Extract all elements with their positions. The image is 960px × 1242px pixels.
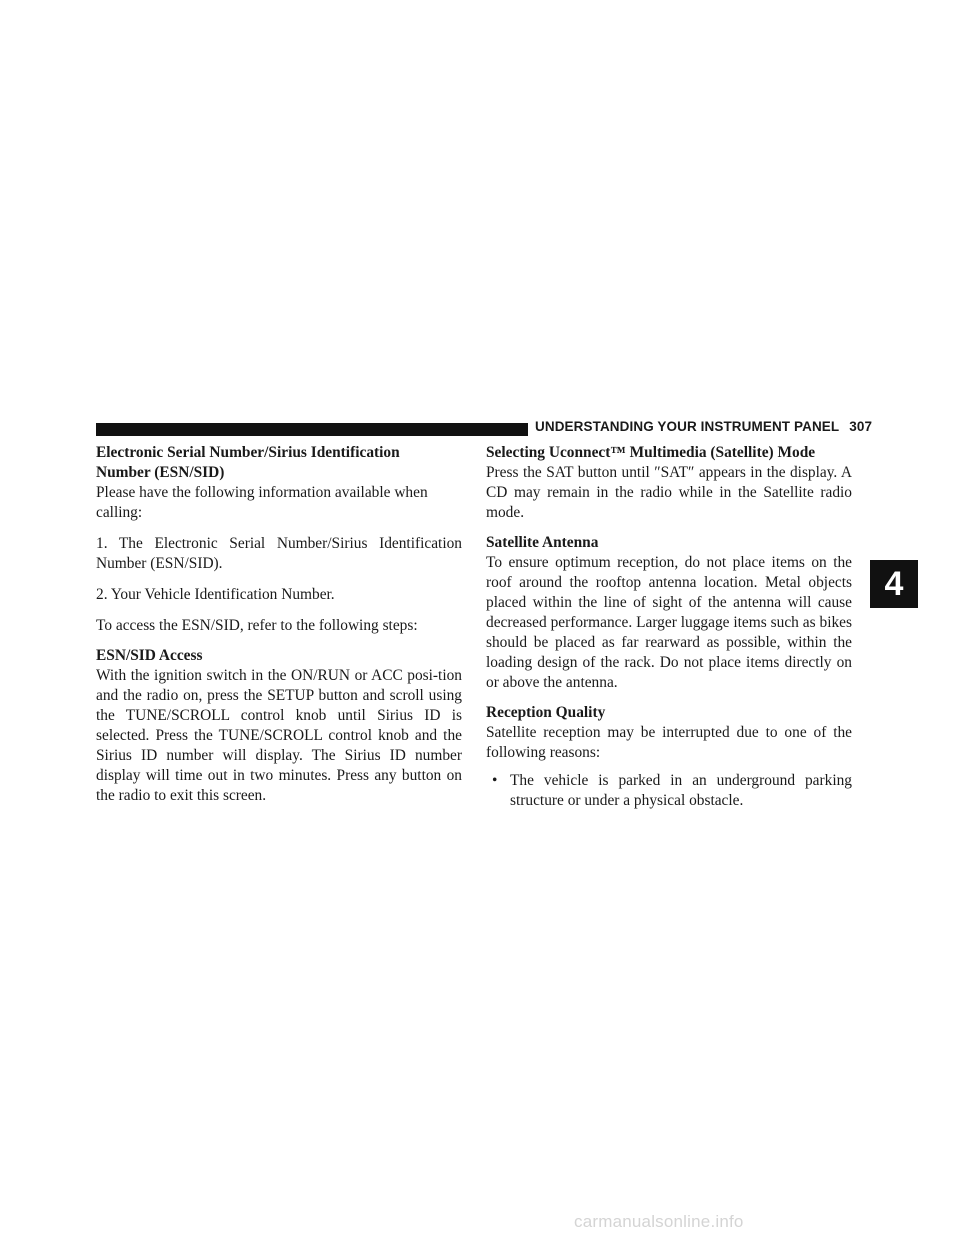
list-item-esn: 1. The Electronic Serial Number/Sirius Identification Number (ESN/SID). — [96, 535, 462, 572]
paragraph-access-steps: To access the ESN/SID, refer to the following steps: — [96, 617, 418, 634]
paragraph-satellite-antenna: To ensure optimum reception, do not place items on the roof around the rooftop antenna location. Metal objects placed within the line of sight of the antenna will cause decreased performance. Larger luggage items such as bikes should be placed as far rearward as possible, within the loading design of the rack. Do not place items directly on or above the antenna. — [486, 554, 852, 691]
paragraph-have-info: Please have the following information available when calling: — [96, 484, 428, 521]
running-header — [535, 419, 871, 434]
heading-selecting-satellite-mode: Selecting Uconnect™ Multimedia (Satellite) Mode — [486, 444, 816, 461]
paragraph-reception-quality: Satellite reception may be interrupted due to one of the following reasons: — [486, 724, 852, 761]
heading-esn-sid — [96, 443, 462, 483]
heading-esn-sid-line1: Electronic Serial Number/Sirius Identification — [96, 444, 400, 461]
list-item-vin: 2. Your Vehicle Identification Number. — [96, 586, 335, 603]
heading-reception-quality: Reception Quality — [486, 704, 606, 721]
page-number: 307 — [849, 419, 873, 434]
left-column — [96, 443, 462, 818]
heading-satellite-antenna: Satellite Antenna — [486, 534, 599, 551]
chapter-tab: 4 — [870, 560, 918, 608]
header-rule-bar — [96, 423, 528, 436]
paragraph-sat-button: Press the SAT button until ″SAT″ appears in the display. A CD may remain in the radio while in the Satellite radio mode. — [486, 464, 852, 521]
list-item — [486, 771, 852, 811]
right-column — [486, 443, 852, 811]
paragraph-esn-sid-access: With the ignition switch in the ON/RUN or ACC posi-tion and the radio on, press the SETUP button and scroll using the TUNE/SCROLL control knob until Sirius ID is selected. Press the TUNE/SCROLL control knob and the Sirius ID number will display. The Sirius ID number display will time out in two minutes. Press any button on the radio to exit this screen. — [96, 667, 462, 804]
watermark: carmanualsonline.info — [574, 1212, 744, 1231]
bullet-icon: • — [492, 772, 498, 789]
header-title: UNDERSTANDING YOUR INSTRUMENT PANEL — [535, 419, 840, 434]
bullet-text: The vehicle is parked in an underground parking structure or under a physical obstacle. — [510, 772, 852, 809]
heading-esn-sid-access: ESN/SID Access — [96, 647, 203, 664]
heading-esn-sid-line2: Number (ESN/SID) — [96, 464, 225, 481]
